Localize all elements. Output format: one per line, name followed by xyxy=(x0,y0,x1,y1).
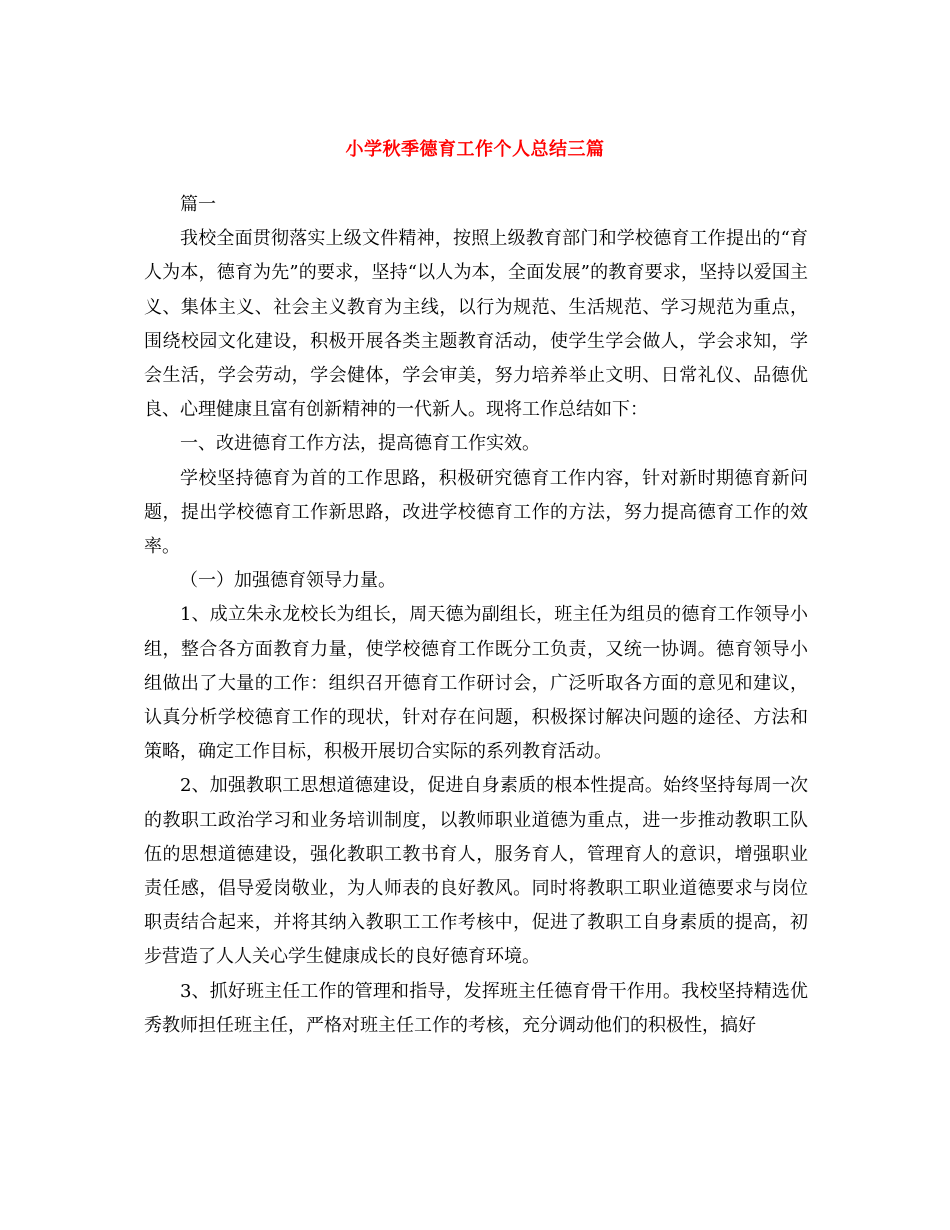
document-title: 小学秋季德育工作个人总结三篇 xyxy=(345,139,605,160)
body-paragraph: 3、抓好班主任工作的管理和指导，发挥班主任德育骨干作用。我校坚持精选优秀教师担任班主任，严格对班主任工作的考核，充分调动他们的积极性，搞好 xyxy=(144,980,808,1036)
body-paragraph: 我校全面贯彻落实上级文件精神，按照上级教育部门和学校德育工作提出的“育人为本，德育为先”的要求，坚持“以人为本，全面发展”的教育要求，坚持以爱国主义、集体主义、社会主义教育为主线，以行为规范、生活规范、学习规范为重点，围绕校园文化建设，积极开展各类主题教育活动，使学生学会做人，学会求知，学会生活，学会劳动，学会健体，学会审美，努力培养举止文明、日常礼仪、品德优良、心理健康且富有创新精神的一代新人。现将工作总结如下： xyxy=(144,228,808,421)
body-paragraph: 学校坚持德育为首的工作思路，积极研究德育工作内容，针对新时期德育新问题，提出学校德育工作新思路，改进学校德育工作的方法，努力提高德育工作的效率。 xyxy=(144,467,808,558)
section-heading-part-one: 篇一 xyxy=(180,194,216,215)
body-paragraph: 1、成立朱永龙校长为组长，周天德为副组长，班主任为组员的德育工作领导小组，整合各方面教育力量，使学校德育工作既分工负责，又统一协调。德育领导小组做出了大量的工作：组织召开德育工作研讨会，广泛听取各方面的意见和建议，认真分析学校德育工作的现状，针对存在问题，积极探讨解决问题的途径、方法和策略，确定工作目标，积极开展切合实际的系列教育活动。 xyxy=(144,604,808,763)
section-heading: 一、改进德育工作方法，提高德育工作实效。 xyxy=(180,433,540,455)
body-paragraph: 2、加强教职工思想道德建设，促进自身素质的根本性提高。始终坚持每周一次的教职工政治学习和业务培训制度，以教师职业道德为重点，进一步推动教职工队伍的思想道德建设，强化教职工教书育人，服务育人，管理育人的意识，增强职业责任感，倡导爱岗敬业，为人师表的良好教风。同时将教职工职业道德要求与岗位职责结合起来，并将其纳入教职工工作考核中，促进了教职工自身素质的提高，初步营造了人人关心学生健康成长的良好德育环境。 xyxy=(144,775,808,968)
subsection-heading: （一）加强德育领导力量。 xyxy=(180,570,396,592)
document-body xyxy=(144,188,808,1043)
